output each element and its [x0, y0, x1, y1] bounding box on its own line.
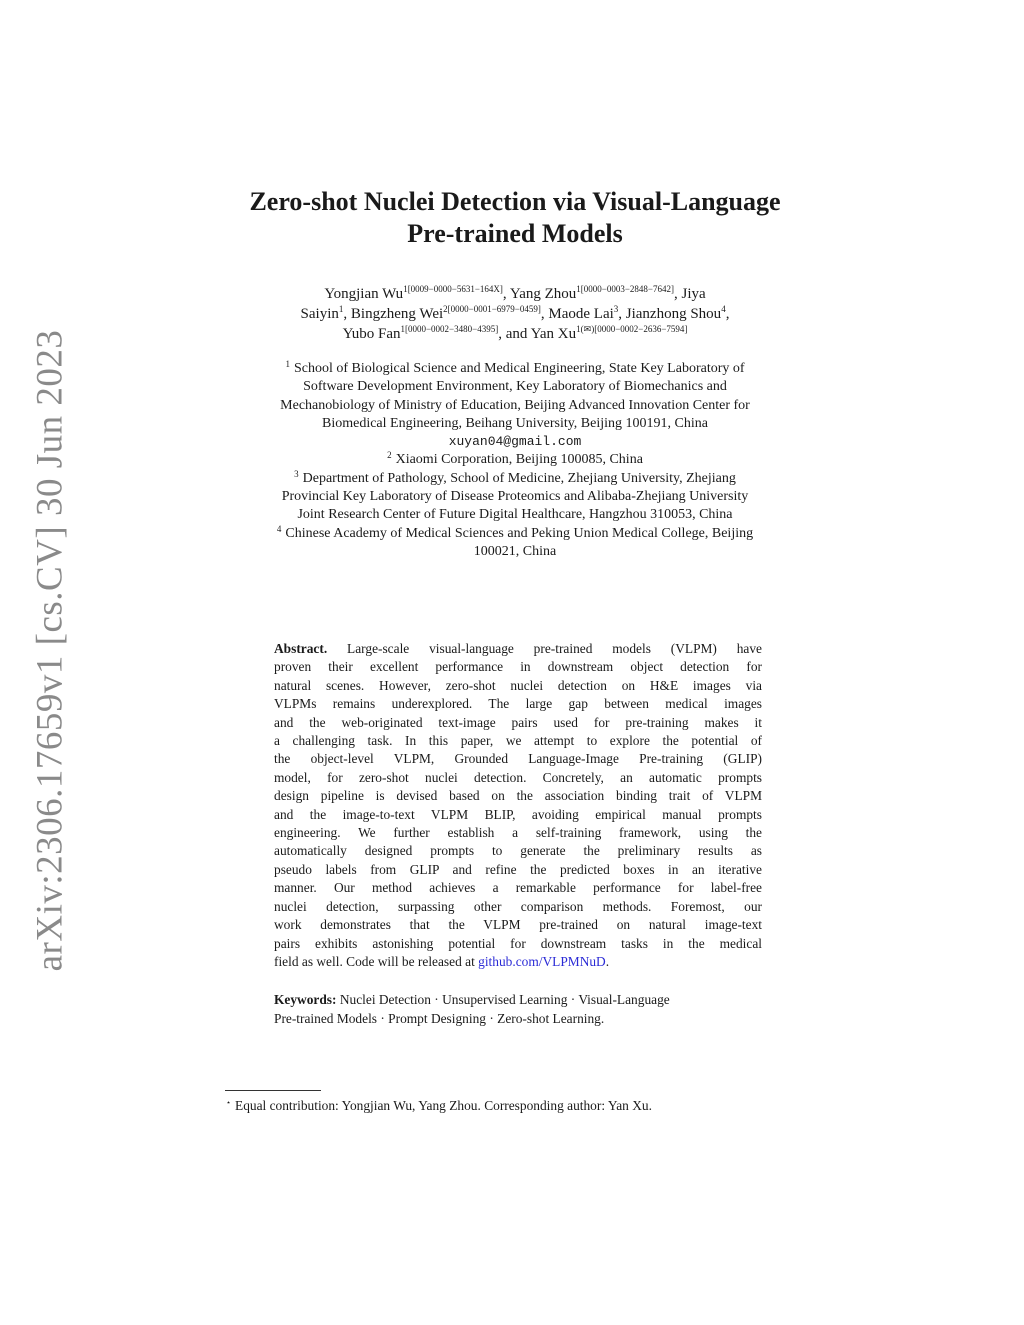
keywords-line: Pre-trained Models · Prompt Designing · Zero-shot Learning. [274, 1011, 605, 1026]
keywords-label: Keywords: [274, 992, 337, 1007]
author-line-2 [200, 304, 830, 324]
abstract-line: and the web-originated text-image pairs used for pre-training makes it [274, 714, 762, 730]
author-name: , Jianzhong Shou [618, 306, 722, 322]
keywords-line: Keywords: Nuclei Detection · Unsupervised Learning · Visual-Language [274, 992, 670, 1007]
author-line-3 [200, 324, 830, 344]
abstract-line: VLPMs remains underexplored. The large gap between medical images [274, 696, 762, 712]
abstract-line: and the image-to-text VLPM BLIP, avoiding empirical manual prompts [274, 806, 762, 822]
abstract [274, 640, 762, 971]
affiliations [200, 360, 830, 561]
abstract-line: natural scenes. However, zero-shot nuclei detection on H&E images via [274, 677, 762, 693]
abstract-line: nuclei detection, surpassing other comparison methods. Foremost, our [274, 898, 762, 914]
footnote-divider [225, 1090, 321, 1091]
affiliation-mark: 1 [285, 359, 290, 369]
affiliation-1-line: Biomedical Engineering, Beihang University, Beijing 100191, China [322, 415, 708, 431]
footnote-mark: ⋆ [226, 1098, 232, 1107]
author-affil-orcid: 1(✉)[0000−0002−2636−7594] [576, 324, 688, 334]
author-affil-orcid: 1[0000−0003−2848−7642] [576, 284, 675, 294]
abstract-label: Abstract. [274, 641, 328, 656]
abstract-line: manner. Our method achieves a remarkable performance for label-free [274, 880, 762, 896]
author-affil-orcid: 1[0009−0000−5631−164X] [403, 284, 503, 294]
title-line-2: Pre-trained Models [407, 219, 623, 248]
author-affil-orcid: 1[0000−0002−3480−4395] [400, 324, 499, 334]
affiliation-1-line: $^1$ School of Biological Science and Medical Engineering, State Key Laboratory of [285, 359, 745, 376]
author-name: , Jiya [674, 286, 706, 302]
author-affil-orcid: 2[0000−0001−6979−0459] [443, 304, 541, 314]
abstract-line: proven their excellent performance in downstream object detection for [274, 659, 762, 675]
author-name: , Yang Zhou [502, 286, 577, 302]
abstract-line: a challenging task. In this paper, we attempt to explore the potential of [274, 733, 762, 749]
affiliation-1-line: Mechanobiology of Ministry of Education, Beijing Advanced Innovation Center for [280, 397, 750, 413]
abstract-line: pseudo labels from GLIP and refine the predicted boxes in an iterative [274, 861, 762, 877]
author-name: Yubo Fan [342, 326, 401, 342]
abstract-line: engineering. We further establish a self-training framework, using the [274, 825, 762, 841]
affiliation-mark: 3 [294, 468, 299, 479]
arxiv-side-stamp [20, 329, 80, 971]
abstract-line: automatically designed prompts to generate the preliminary results as [274, 843, 762, 859]
abstract-line: design pipeline is devised based on the association binding trait of VLPM [274, 788, 762, 804]
paper-title [160, 186, 870, 250]
footnote [226, 1097, 826, 1115]
contact-email[interactable]: xuyan04@gmail.com [448, 434, 582, 450]
affiliation-3-line: $^3$ Department of Pathology, School of Medicine, Zhejiang University, Zhejiang [294, 468, 736, 486]
abstract-line: work demonstrates that the VLPM pre-trained on natural image-text [274, 917, 762, 933]
affiliation-3-line: Joint Research Center of Future Digital Healthcare, Hangzhou 310053, China [297, 507, 733, 523]
affiliation-1-line: Software Development Environment, Key Laboratory of Biomechanics and [303, 379, 727, 395]
title-line-1: Zero-shot Nuclei Detection via Visual-Language [249, 187, 781, 216]
abstract-line: Abstract. Large-scale visual-language pre-trained models (VLPM) have [274, 641, 762, 656]
author-affil-orcid: 1 [338, 304, 344, 314]
author-list [200, 284, 830, 344]
author-name: , Bingzheng Wei [343, 306, 444, 322]
arxiv-identifier: arXiv:2306.17659v1 [cs.CV] 30 Jun 2023 [29, 329, 71, 971]
abstract-line: pairs exhibits astonishing potential for downstream tasks in the medical [274, 935, 762, 951]
affiliation-4-line: $^4$ Chinese Academy of Medical Sciences and Peking Union Medical College, Beijing [276, 523, 754, 541]
affiliation-4-line: 100021, China [473, 543, 557, 559]
author-name: Saiyin [300, 306, 339, 322]
code-repository-link[interactable]: github.com/VLPMNuD [478, 953, 606, 969]
author-line-1 [200, 284, 830, 304]
author-name: Yongjian Wu [324, 286, 404, 302]
affiliation-2-line: $^2$ Xiaomi Corporation, Beijing 100085, China [387, 450, 643, 468]
affiliation-3-line: Provincial Key Laboratory of Disease Proteomics and Alibaba-Zhejiang University [281, 489, 749, 505]
abstract-line: model, for zero-shot nuclei detection. Concretely, an automatic prompts [274, 769, 762, 785]
author-affil-orcid: 3 [613, 304, 619, 314]
author-name: , Maode Lai [540, 306, 614, 322]
affiliation-mark: 4 [276, 523, 282, 534]
author-separator: , [725, 306, 730, 322]
author-affil-orcid: 4 [721, 304, 726, 314]
author-name: , and Yan Xu [498, 326, 577, 342]
affiliation-mark: 2 [387, 450, 392, 461]
footnote-text: Equal contribution: Yongjian Wu, Yang Zhou. Corresponding author: Yan Xu. [235, 1098, 652, 1113]
abstract-line: field as well. Code will be released at github.com/VLPMNuD. [274, 953, 610, 969]
abstract-line: the object-level VLPM, Grounded Language-Image Pre-training (GLIP) [274, 751, 762, 767]
keywords [274, 990, 762, 1028]
